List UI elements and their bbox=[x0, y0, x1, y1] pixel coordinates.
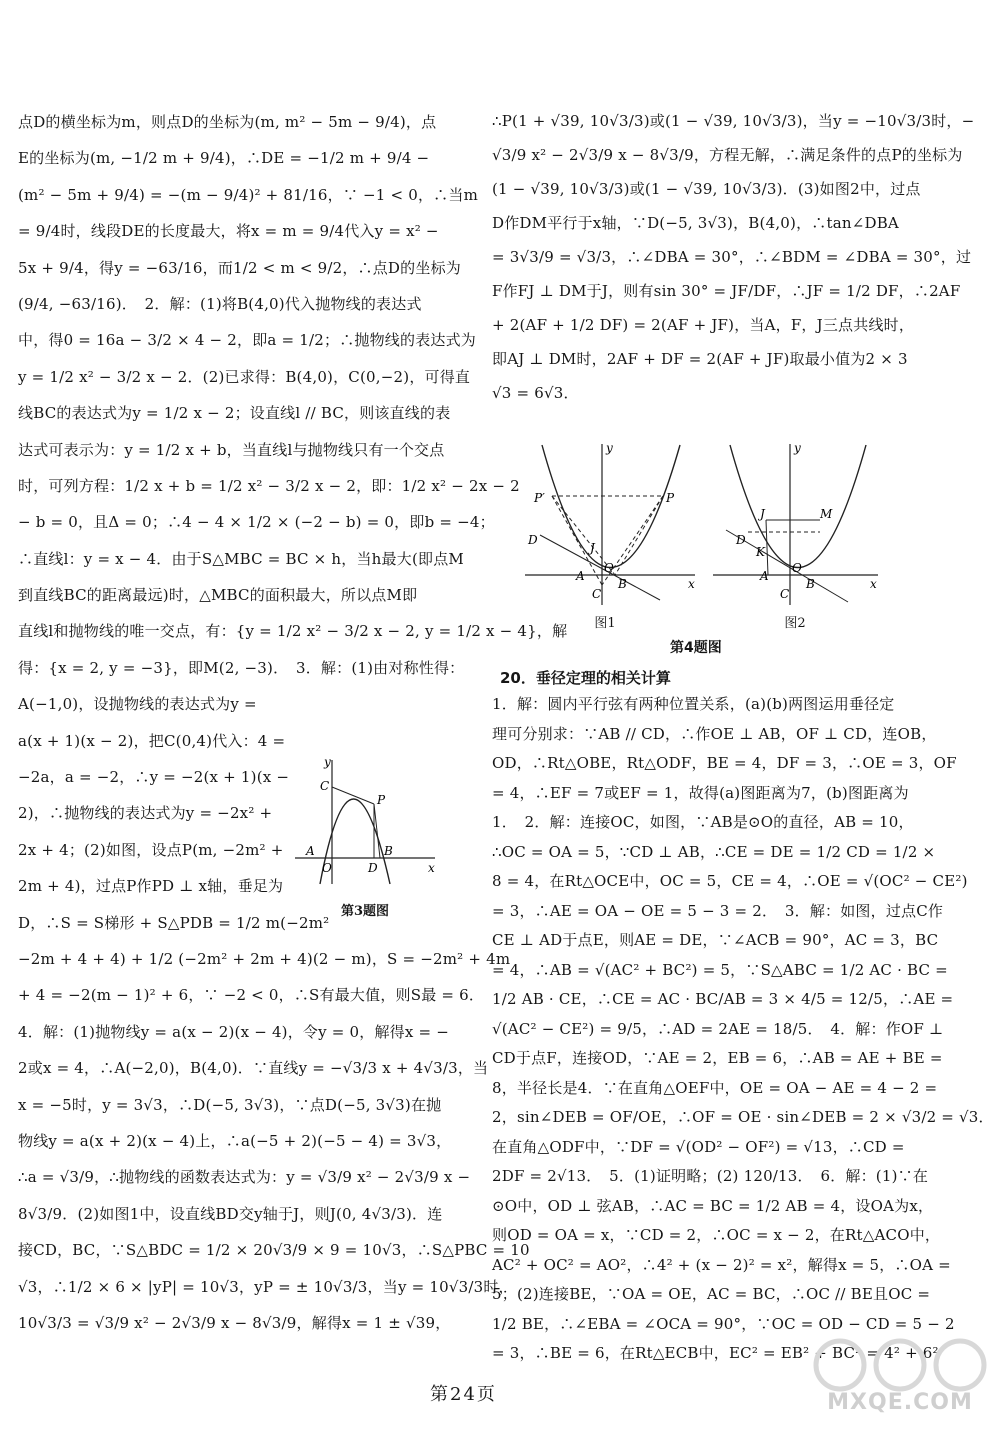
text-line: −2a，a = −2，∴y = −2(x + 1)(x − bbox=[18, 768, 290, 787]
text-line: 1．解：圆内平行弦有两种位置关系，(a)(b)两图运用垂径定 bbox=[492, 695, 895, 713]
fig2-label-x: x bbox=[870, 577, 877, 591]
fig2-segment-aj bbox=[766, 520, 768, 575]
text-line: (1 − √39, 10√3/3)或(1 − √39, 10√3/3)．(3)如图2中，过点 bbox=[492, 180, 921, 198]
fig1-label-a: A bbox=[576, 569, 585, 583]
fig3-label-c: C bbox=[320, 779, 330, 793]
figure-4-1-caption: 图1 bbox=[594, 616, 616, 631]
fig1-label-o: O bbox=[604, 561, 614, 575]
fig2-label-d: D bbox=[736, 533, 746, 547]
text-line: 即AJ ⊥ DM时，2AF + DF = 2(AF + JF)取最小值为2 × 3 bbox=[492, 350, 908, 368]
fig2-label-a: A bbox=[760, 569, 769, 583]
text-line: √(AC² − CE²) = 9/5，∴AD = 2AE = 18/5． 4．解：作OF ⊥ bbox=[492, 1019, 944, 1038]
text-line: 2，sin∠DEB = OF/OE，∴OF = OE · sin∠DEB = 2 × √3/2 = √3． bbox=[492, 1108, 994, 1126]
right-column-top bbox=[492, 104, 975, 410]
figure-4-1-parabola bbox=[520, 440, 700, 610]
text-line: 直线l和抛物线的唯一交点，有：{y = 1/2 x² − 3/2 x − 2, y = 1/2 x − 4}，解 bbox=[18, 622, 568, 641]
text-line: E的坐标为(m, −1/2 m + 9/4)，∴DE = −1/2 m + 9/4 − bbox=[18, 149, 430, 168]
text-line: 8√3/9．(2)如图1中，设直线BD交y轴于J，则J(0, 4√3/3)．连 bbox=[18, 1204, 443, 1223]
text-line: 理可分别求：∵AB // CD，∴作OE ⊥ AB，OF ⊥ CD，连OB， bbox=[492, 724, 937, 743]
text-line: ∴P(1 + √39, 10√3/3)或(1 − √39, 10√3/3)，当y = −10√3/3时，− bbox=[492, 112, 975, 130]
text-line: 物线y = a(x + 2)(x − 4)上，∴a(−5 + 2)(−5 − 4) = 3√3， bbox=[18, 1131, 452, 1150]
text-line: ∴直线l：y = x − 4．由于S△MBC = BC × h，当h最大(即点M bbox=[18, 549, 464, 568]
fig3-label-d: D bbox=[368, 861, 378, 875]
text-line: + 4 = −2(m − 1)² + 6，∵ −2 < 0，∴S有最大值，则S最 = 6． bbox=[18, 986, 485, 1005]
text-line: 得：{x = 2, y = −3}，即M(2, −3)． 3．解：(1)由对称性得： bbox=[18, 658, 465, 677]
figure-3-caption: 第3题图 bbox=[340, 904, 390, 919]
fig2-label-k: K bbox=[756, 545, 765, 559]
text-line: (9/4, −63/16)． 2．解：(1)将B(4,0)代入抛物线的表达式 bbox=[18, 294, 422, 313]
text-line: ∴a = √3/9，∴抛物线的函数表达式为：y = √3/9 x² − 2√3/9 x − bbox=[18, 1168, 471, 1187]
text-line: CD于点F，连接OD，∵AE = 2，EB = 6，∴AB = AE + BE = bbox=[492, 1049, 943, 1067]
fig3-label-p: P bbox=[377, 793, 386, 807]
text-line: CE ⊥ AD于点E，则AE = DE，∵∠ACB = 90°，AC = 3，BC bbox=[492, 931, 939, 949]
text-line: = 4，∴EF = 7或EF = 1，故得(a)图距离为7，(b)图距离为 bbox=[492, 783, 909, 802]
text-line: = 3√3/9 = √3/3，∴∠DBA = 30°，∴∠BDM = ∠DBA = 30°，过 bbox=[492, 248, 972, 266]
fig3-label-x: x bbox=[428, 861, 435, 875]
text-line: 点D的横坐标为m，则点D的坐标为(m, m² − 5m − 9/4)，点 bbox=[18, 113, 437, 131]
fig2-label-m: M bbox=[820, 507, 833, 521]
section-title: 20．垂径定理的相关计算 bbox=[500, 669, 671, 687]
text-line: OD，∴Rt△OBE，Rt△ODF，BE = 4，DF = 3，∴OE = 3，OF bbox=[492, 754, 957, 772]
text-line: 2或x = 4，∴A(−2,0)，B(4,0)．∵直线y = −√3/3 x + 4√3/3，当 bbox=[18, 1059, 489, 1078]
fig1-parabola-curve bbox=[542, 445, 680, 568]
text-line: + 2(AF + 1/2 DF) = 2(AF + JF)，当A，F，J三点共线时， bbox=[492, 316, 915, 334]
text-line: AC² + OC² = AO²，∴4² + (x − 2)² = x²，解得x = 5，∴OA = bbox=[492, 1255, 951, 1274]
fig2-label-j: J bbox=[760, 507, 765, 521]
text-line: 5x + 9/4，得y = −63/16，而1/2 < m < 9/2，∴点D的坐标为 bbox=[18, 258, 461, 277]
page-number: 第24页 bbox=[430, 1384, 497, 1405]
text-line: − b = 0，且Δ = 0；∴4 − 4 × 1/2 × (−2 − b) = 0，即b = −4； bbox=[18, 513, 495, 532]
text-line: 4．解：(1)抛物线y = a(x − 2)(x − 4)，令y = 0，解得x = − bbox=[18, 1022, 449, 1041]
figure-4-2-caption: 图2 bbox=[784, 616, 806, 631]
text-line: y = 1/2 x² − 3/2 x − 2．(2)已求得：B(4,0)，C(0,−2)，可得直 bbox=[18, 367, 471, 386]
fig2-label-o: O bbox=[792, 561, 802, 575]
watermark-text: MXQE.COM bbox=[827, 1390, 973, 1415]
fig1-label-c: C bbox=[592, 587, 602, 601]
fig1-label-x: x bbox=[688, 577, 695, 591]
figure-3-parabola bbox=[290, 754, 440, 889]
text-line: 中，得0 = 16a − 3/2 × 4 − 2，即a = 1/2；∴抛物线的表达式为 bbox=[18, 331, 477, 350]
fig1-label-d: D bbox=[528, 533, 538, 547]
fig1-label-y: y bbox=[606, 441, 613, 455]
text-line: 8 = 4，在Rt△OCE中，OC = 5，CE = 4，∴OE = √(OC² − CE²) bbox=[492, 872, 968, 890]
fig3-label-b: B bbox=[384, 844, 393, 858]
text-line: = 4，∴AB = √(AC² + BC²) = 5，∵S△ABC = 1/2 AC · BC = bbox=[492, 960, 948, 979]
text-line: 在直角△ODF中，∵DF = √(OD² − OF²) = √13，∴CD = bbox=[492, 1137, 905, 1156]
text-line: √3/9 x² − 2√3/9 x − 8√3/9，方程无解，∴满足条件的点P的坐标为 bbox=[492, 146, 963, 164]
fig3-label-o: O bbox=[322, 861, 332, 875]
fig1-label-p1: P′ bbox=[534, 491, 545, 505]
text-line: = 3，∴BE = 6，在Rt△ECB中，EC² = EB² + BC² = 4² + 6² bbox=[492, 1344, 939, 1362]
text-line: = 3，∴AE = OA − OE = 5 − 3 = 2． 3．解：如图，过点C作 bbox=[492, 901, 944, 920]
figure-4-2-parabola bbox=[708, 440, 888, 610]
fig3-label-a: A bbox=[306, 844, 315, 858]
text-line: 1/2 AB · CE，∴CE = AC · BC/AB = 3 × 4/5 = 12/5，∴AE = bbox=[492, 990, 954, 1008]
figure-4-group-caption: 第4题图 bbox=[670, 640, 722, 656]
text-line: a(x + 1)(x − 2)，把C(0,4)代入：4 = bbox=[18, 731, 286, 750]
watermark-logo bbox=[810, 1330, 990, 1430]
text-line: 到直线BC的距离最远)时，△MBC的面积最大，所以点M即 bbox=[18, 586, 418, 605]
fig2-parabola-curve bbox=[730, 445, 866, 568]
text-line: 达式可表示为：y = 1/2 x + b，当直线l与抛物线只有一个交点 bbox=[18, 440, 445, 459]
right-column-bottom bbox=[492, 690, 994, 1369]
text-line: 时，可列方程：1/2 x + b = 1/2 x² − 3/2 x − 2，即：1/2 x² − 2x − 2 bbox=[18, 476, 520, 495]
fig2-label-b: B bbox=[806, 577, 815, 591]
text-line: D作DM平行于x轴，∵D(−5, 3√3)，B(4,0)，∴tan∠DBA bbox=[492, 214, 899, 232]
text-line: D，∴S = S梯形 + S△PDB = 1/2 m(−2m² bbox=[18, 913, 330, 932]
text-line: 接CD，BC，∵S△BDC = 1/2 × 20√3/9 × 9 = 10√3，∴S△PBC = 10 bbox=[18, 1241, 530, 1260]
text-line: 2x + 4；(2)如图，设点P(m, −2m² + bbox=[18, 840, 284, 859]
text-line: 线BC的表达式为y = 1/2 x − 2；设直线l // BC，则该直线的表 bbox=[18, 404, 451, 423]
text-line: = 9/4时，线段DE的长度最大，将x = m = 9/4代入y = x² − bbox=[18, 222, 439, 241]
text-line: −2m + 4 + 4) + 1/2 (−2m² + 2m + 4)(2 − m)，S = −2m² + 4m bbox=[18, 949, 511, 968]
text-line: A(−1,0)，设抛物线的表达式为y = bbox=[18, 695, 257, 714]
fig1-label-j: J bbox=[590, 541, 595, 555]
text-line: 5；(2)连接BE，∵OA = OE，AC = BC，∴OC // BE且OC = bbox=[492, 1285, 931, 1303]
fig2-label-c: C bbox=[780, 587, 790, 601]
text-line: 2m + 4)，过点P作PD ⊥ x轴，垂足为 bbox=[18, 877, 284, 896]
text-line: ∴OC = OA = 5，∵CD ⊥ AB，∴CE = DE = 1/2 CD = 1/2 × bbox=[492, 842, 936, 861]
fig2-label-y: y bbox=[794, 441, 801, 455]
text-line: 则OD = OA = x，∵CD = 2，∴OC = x − 2，在Rt△ACO中， bbox=[492, 1226, 941, 1244]
text-line: 10√3/3 = √3/9 x² − 2√3/9 x − 8√3/9，解得x = 1 ± √39， bbox=[18, 1313, 451, 1332]
text-line: 8，半径长是4．∵在直角△OEF中，OE = OA − AE = 4 − 2 = bbox=[492, 1078, 938, 1097]
text-line: √3，∴1/2 × 6 × |yP| = 10√3，yP = ± 10√3/3，当y = 10√3/3时， bbox=[18, 1277, 514, 1296]
text-line: ⊙O中，OD ⊥ 弦AB，∴AC = BC = 1/2 AB = 4，设OA为x， bbox=[492, 1196, 934, 1215]
text-line: √3 = 6√3． bbox=[492, 384, 579, 402]
fig3-label-y: y bbox=[324, 755, 331, 769]
fig3-segment-cp bbox=[332, 787, 374, 804]
text-line: 2DF = 2√13． 5．(1)证明略；(2) 120/13． 6．解：(1)∵在 bbox=[492, 1167, 929, 1185]
text-line: x = −5时，y = 3√3，∴D(−5, 3√3)，∵点D(−5, 3√3)在抛 bbox=[18, 1095, 442, 1114]
text-line: 2)，∴抛物线的表达式为y = −2x² + bbox=[18, 804, 273, 823]
fig1-dashed-p-b bbox=[615, 496, 663, 575]
fig1-label-b: B bbox=[618, 577, 627, 591]
fig1-label-p: P bbox=[666, 491, 675, 505]
text-line: (m² − 5m + 9/4) = −(m − 9/4)² + 81/16，∵ −1 < 0，∴当m bbox=[18, 185, 479, 204]
text-line: 1． 2．解：连接OC，如图，∵AB是⊙O的直径，AB = 10， bbox=[492, 813, 914, 831]
text-line: 1/2 BE，∴∠EBA = ∠OCA = 90°，∵OC = OD − CD = 5 − 2 bbox=[492, 1314, 955, 1333]
text-line: F作FJ ⊥ DM于J，则有sin 30° = JF/DF，∴JF = 1/2 DF，∴2AF bbox=[492, 282, 961, 300]
